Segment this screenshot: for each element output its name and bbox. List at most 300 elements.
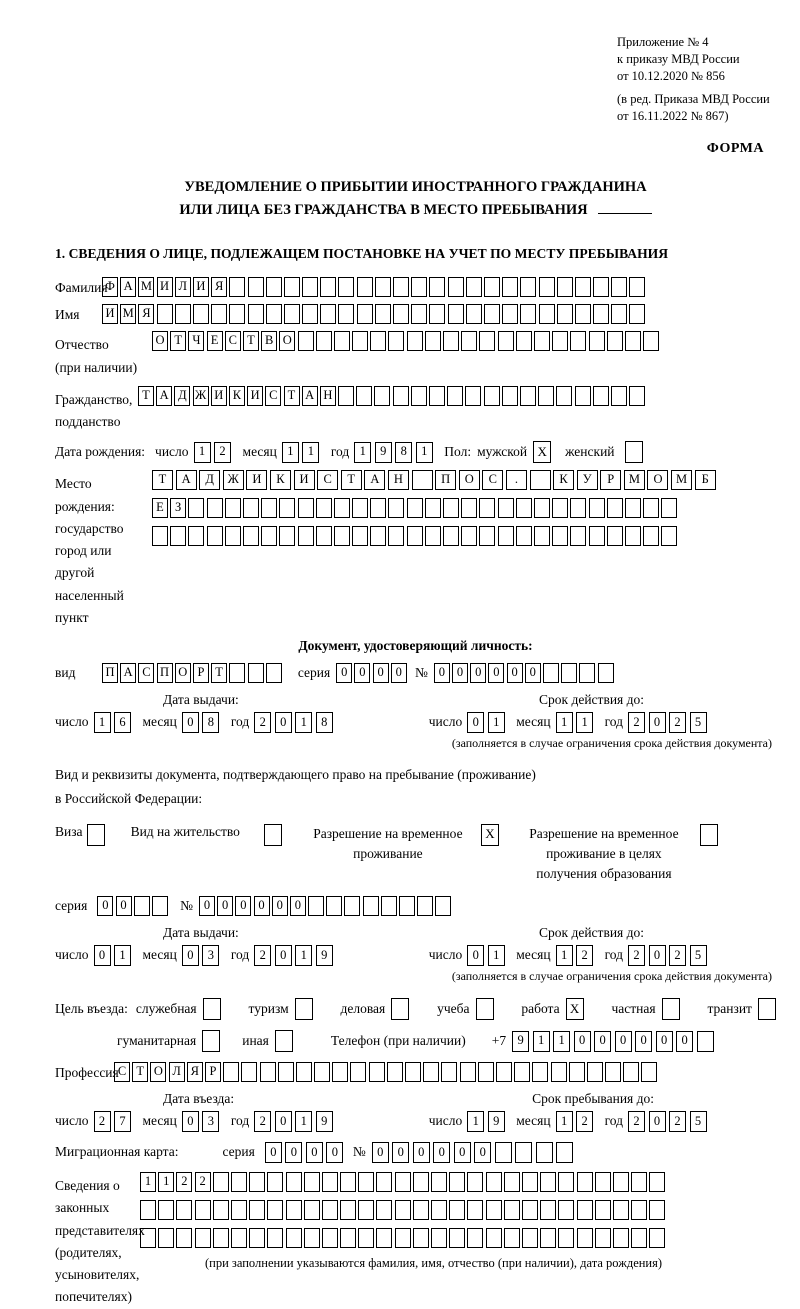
- char-cell[interactable]: [577, 1172, 593, 1192]
- char-cell[interactable]: [502, 386, 518, 406]
- char-cell[interactable]: 5: [690, 1111, 707, 1132]
- char-cell[interactable]: [649, 1228, 665, 1248]
- char-cell[interactable]: [188, 498, 204, 518]
- char-cell[interactable]: [326, 896, 342, 916]
- char-cell[interactable]: 1: [140, 1172, 156, 1192]
- char-cell[interactable]: [170, 526, 186, 546]
- char-cell[interactable]: [388, 331, 404, 351]
- char-cell[interactable]: А: [176, 470, 197, 490]
- char-cell[interactable]: [522, 1172, 538, 1192]
- char-cell[interactable]: 0: [265, 1142, 282, 1163]
- char-cell[interactable]: И: [157, 277, 173, 297]
- char-cell[interactable]: 1: [556, 945, 573, 966]
- char-cell[interactable]: [423, 1062, 439, 1082]
- purpose-other-checkbox[interactable]: [275, 1030, 293, 1052]
- char-cell[interactable]: 1: [295, 1111, 312, 1132]
- char-cell[interactable]: [516, 526, 532, 546]
- char-cell[interactable]: 0: [470, 663, 486, 683]
- char-cell[interactable]: [374, 386, 390, 406]
- char-cell[interactable]: О: [150, 1062, 166, 1082]
- char-cell[interactable]: Я: [138, 304, 154, 324]
- char-cell[interactable]: [641, 1062, 657, 1082]
- char-cell[interactable]: [558, 1172, 574, 1192]
- char-cell[interactable]: И: [102, 304, 118, 324]
- char-cell[interactable]: [558, 1228, 574, 1248]
- char-cell[interactable]: [598, 663, 614, 683]
- char-cell[interactable]: [643, 526, 659, 546]
- char-cell[interactable]: [448, 304, 464, 324]
- char-cell[interactable]: [407, 498, 423, 518]
- char-cell[interactable]: [334, 498, 350, 518]
- char-cell[interactable]: [140, 1228, 156, 1248]
- char-cell[interactable]: [465, 386, 481, 406]
- char-cell[interactable]: 0: [275, 712, 292, 733]
- char-cell[interactable]: [322, 1228, 338, 1248]
- char-cell[interactable]: [207, 498, 223, 518]
- char-cell[interactable]: [413, 1172, 429, 1192]
- char-cell[interactable]: [302, 277, 318, 297]
- char-cell[interactable]: 0: [199, 896, 215, 916]
- char-cell[interactable]: [593, 304, 609, 324]
- char-cell[interactable]: [340, 1172, 356, 1192]
- char-cell[interactable]: [405, 1062, 421, 1082]
- char-cell[interactable]: [589, 526, 605, 546]
- char-cell[interactable]: [279, 526, 295, 546]
- char-cell[interactable]: [241, 1062, 257, 1082]
- char-cell[interactable]: [352, 526, 368, 546]
- char-cell[interactable]: [381, 896, 397, 916]
- char-cell[interactable]: [340, 1200, 356, 1220]
- purpose-study-checkbox[interactable]: [476, 998, 494, 1020]
- char-cell[interactable]: [556, 386, 572, 406]
- char-cell[interactable]: 0: [452, 663, 468, 683]
- char-cell[interactable]: Р: [600, 470, 621, 490]
- char-cell[interactable]: [625, 331, 641, 351]
- char-cell[interactable]: О: [279, 331, 295, 351]
- char-cell[interactable]: [340, 1228, 356, 1248]
- char-cell[interactable]: 0: [254, 896, 270, 916]
- char-cell[interactable]: [393, 304, 409, 324]
- sex-male-checkbox[interactable]: X: [533, 441, 551, 463]
- char-cell[interactable]: 0: [488, 663, 504, 683]
- char-cell[interactable]: [607, 526, 623, 546]
- char-cell[interactable]: [284, 277, 300, 297]
- char-cell[interactable]: [388, 526, 404, 546]
- purpose-transit-checkbox[interactable]: [758, 998, 776, 1020]
- char-cell[interactable]: [298, 526, 314, 546]
- char-cell[interactable]: [369, 1062, 385, 1082]
- char-cell[interactable]: [484, 277, 500, 297]
- char-cell[interactable]: [322, 1200, 338, 1220]
- char-cell[interactable]: 2: [254, 1111, 271, 1132]
- char-cell[interactable]: [552, 331, 568, 351]
- char-cell[interactable]: [643, 498, 659, 518]
- option-visa-checkbox[interactable]: [87, 824, 105, 846]
- char-cell[interactable]: [595, 1172, 611, 1192]
- char-cell[interactable]: [188, 526, 204, 546]
- char-cell[interactable]: [575, 386, 591, 406]
- char-cell[interactable]: И: [246, 470, 267, 490]
- char-cell[interactable]: С: [114, 1062, 130, 1082]
- char-cell[interactable]: 1: [533, 1031, 550, 1052]
- char-cell[interactable]: Л: [175, 277, 191, 297]
- char-cell[interactable]: [570, 526, 586, 546]
- char-cell[interactable]: 0: [392, 1142, 409, 1163]
- char-cell[interactable]: [551, 1062, 567, 1082]
- char-cell[interactable]: [593, 386, 609, 406]
- char-cell[interactable]: 1: [556, 712, 573, 733]
- char-cell[interactable]: [286, 1200, 302, 1220]
- char-cell[interactable]: [320, 277, 336, 297]
- char-cell[interactable]: 1: [295, 945, 312, 966]
- char-cell[interactable]: [449, 1200, 465, 1220]
- char-cell[interactable]: [460, 1062, 476, 1082]
- option-residence-permit-checkbox[interactable]: [264, 824, 282, 846]
- char-cell[interactable]: 2: [669, 945, 686, 966]
- char-cell[interactable]: [176, 1200, 192, 1220]
- char-cell[interactable]: Н: [388, 470, 409, 490]
- char-cell[interactable]: [486, 1228, 502, 1248]
- char-cell[interactable]: [158, 1228, 174, 1248]
- char-cell[interactable]: С: [265, 386, 281, 406]
- char-cell[interactable]: Н: [320, 386, 336, 406]
- char-cell[interactable]: [579, 663, 595, 683]
- char-cell[interactable]: [479, 498, 495, 518]
- char-cell[interactable]: [429, 386, 445, 406]
- char-cell[interactable]: [407, 526, 423, 546]
- char-cell[interactable]: [395, 1228, 411, 1248]
- char-cell[interactable]: [589, 498, 605, 518]
- char-cell[interactable]: [461, 498, 477, 518]
- char-cell[interactable]: [229, 663, 245, 683]
- char-cell[interactable]: 9: [488, 1111, 505, 1132]
- char-cell[interactable]: [486, 1200, 502, 1220]
- char-cell[interactable]: 9: [375, 442, 392, 463]
- char-cell[interactable]: Е: [207, 331, 223, 351]
- char-cell[interactable]: [466, 304, 482, 324]
- char-cell[interactable]: 0: [336, 663, 352, 683]
- char-cell[interactable]: 0: [649, 945, 666, 966]
- char-cell[interactable]: [631, 1228, 647, 1248]
- char-cell[interactable]: [175, 304, 191, 324]
- char-cell[interactable]: 0: [182, 712, 199, 733]
- char-cell[interactable]: [570, 498, 586, 518]
- char-cell[interactable]: [613, 1228, 629, 1248]
- char-cell[interactable]: [376, 1228, 392, 1248]
- char-cell[interactable]: [502, 304, 518, 324]
- char-cell[interactable]: [435, 896, 451, 916]
- char-cell[interactable]: [631, 1200, 647, 1220]
- char-cell[interactable]: [286, 1172, 302, 1192]
- char-cell[interactable]: Р: [205, 1062, 221, 1082]
- char-cell[interactable]: [249, 1228, 265, 1248]
- char-cell[interactable]: [611, 277, 627, 297]
- char-cell[interactable]: А: [364, 470, 385, 490]
- char-cell[interactable]: [195, 1200, 211, 1220]
- char-cell[interactable]: [461, 331, 477, 351]
- char-cell[interactable]: Т: [243, 331, 259, 351]
- char-cell[interactable]: [393, 386, 409, 406]
- char-cell[interactable]: О: [175, 663, 191, 683]
- char-cell[interactable]: [375, 277, 391, 297]
- purpose-commercial-checkbox[interactable]: [391, 998, 409, 1020]
- char-cell[interactable]: [577, 1200, 593, 1220]
- char-cell[interactable]: [176, 1228, 192, 1248]
- char-cell[interactable]: 2: [628, 945, 645, 966]
- char-cell[interactable]: 0: [290, 896, 306, 916]
- char-cell[interactable]: [248, 663, 264, 683]
- char-cell[interactable]: [267, 1228, 283, 1248]
- char-cell[interactable]: [649, 1172, 665, 1192]
- char-cell[interactable]: 0: [116, 896, 132, 916]
- char-cell[interactable]: 1: [576, 712, 593, 733]
- char-cell[interactable]: [425, 498, 441, 518]
- char-cell[interactable]: И: [294, 470, 315, 490]
- char-cell[interactable]: [370, 526, 386, 546]
- char-cell[interactable]: [249, 1200, 265, 1220]
- char-cell[interactable]: [314, 1062, 330, 1082]
- char-cell[interactable]: В: [261, 331, 277, 351]
- char-cell[interactable]: О: [152, 331, 168, 351]
- char-cell[interactable]: [502, 277, 518, 297]
- char-cell[interactable]: [157, 304, 173, 324]
- char-cell[interactable]: Д: [199, 470, 220, 490]
- char-cell[interactable]: [320, 304, 336, 324]
- char-cell[interactable]: 0: [507, 663, 523, 683]
- char-cell[interactable]: О: [459, 470, 480, 490]
- char-cell[interactable]: 1: [114, 945, 131, 966]
- char-cell[interactable]: 0: [326, 1142, 343, 1163]
- char-cell[interactable]: [498, 498, 514, 518]
- char-cell[interactable]: 1: [354, 442, 371, 463]
- char-cell[interactable]: 2: [576, 945, 593, 966]
- char-cell[interactable]: [413, 1228, 429, 1248]
- char-cell[interactable]: [607, 331, 623, 351]
- char-cell[interactable]: [298, 498, 314, 518]
- char-cell[interactable]: 9: [512, 1031, 529, 1052]
- char-cell[interactable]: [516, 498, 532, 518]
- char-cell[interactable]: С: [138, 663, 154, 683]
- char-cell[interactable]: [304, 1200, 320, 1220]
- char-cell[interactable]: [211, 304, 227, 324]
- char-cell[interactable]: [207, 526, 223, 546]
- char-cell[interactable]: [467, 1228, 483, 1248]
- char-cell[interactable]: [539, 304, 555, 324]
- char-cell[interactable]: [498, 526, 514, 546]
- char-cell[interactable]: [411, 304, 427, 324]
- char-cell[interactable]: [587, 1062, 603, 1082]
- char-cell[interactable]: [443, 498, 459, 518]
- char-cell[interactable]: Т: [170, 331, 186, 351]
- char-cell[interactable]: [376, 1172, 392, 1192]
- char-cell[interactable]: 1: [194, 442, 211, 463]
- char-cell[interactable]: [575, 277, 591, 297]
- char-cell[interactable]: 1: [158, 1172, 174, 1192]
- char-cell[interactable]: 2: [628, 712, 645, 733]
- char-cell[interactable]: 0: [272, 896, 288, 916]
- char-cell[interactable]: [561, 663, 577, 683]
- char-cell[interactable]: [536, 1142, 553, 1163]
- char-cell[interactable]: [575, 304, 591, 324]
- char-cell[interactable]: [429, 277, 445, 297]
- char-cell[interactable]: [411, 277, 427, 297]
- char-cell[interactable]: [449, 1172, 465, 1192]
- char-cell[interactable]: [538, 386, 554, 406]
- char-cell[interactable]: [595, 1200, 611, 1220]
- char-cell[interactable]: [643, 331, 659, 351]
- purpose-business-checkbox[interactable]: [203, 998, 221, 1020]
- char-cell[interactable]: 0: [594, 1031, 611, 1052]
- char-cell[interactable]: 1: [556, 1111, 573, 1132]
- char-cell[interactable]: [350, 1062, 366, 1082]
- char-cell[interactable]: [376, 1200, 392, 1220]
- char-cell[interactable]: Ч: [188, 331, 204, 351]
- char-cell[interactable]: [225, 526, 241, 546]
- char-cell[interactable]: [279, 498, 295, 518]
- char-cell[interactable]: [298, 331, 314, 351]
- char-cell[interactable]: 3: [202, 1111, 219, 1132]
- char-cell[interactable]: .: [506, 470, 527, 490]
- char-cell[interactable]: [661, 498, 677, 518]
- char-cell[interactable]: [484, 386, 500, 406]
- char-cell[interactable]: [534, 498, 550, 518]
- char-cell[interactable]: [296, 1062, 312, 1082]
- char-cell[interactable]: [304, 1172, 320, 1192]
- char-cell[interactable]: [431, 1200, 447, 1220]
- char-cell[interactable]: [558, 1200, 574, 1220]
- char-cell[interactable]: [504, 1200, 520, 1220]
- char-cell[interactable]: 2: [669, 712, 686, 733]
- char-cell[interactable]: Т: [132, 1062, 148, 1082]
- char-cell[interactable]: М: [120, 304, 136, 324]
- char-cell[interactable]: [539, 277, 555, 297]
- char-cell[interactable]: [425, 526, 441, 546]
- char-cell[interactable]: [589, 331, 605, 351]
- char-cell[interactable]: [243, 498, 259, 518]
- char-cell[interactable]: 1: [467, 1111, 484, 1132]
- char-cell[interactable]: 0: [373, 663, 389, 683]
- char-cell[interactable]: К: [270, 470, 291, 490]
- char-cell[interactable]: 1: [295, 712, 312, 733]
- char-cell[interactable]: 0: [635, 1031, 652, 1052]
- char-cell[interactable]: [522, 1200, 538, 1220]
- char-cell[interactable]: [356, 386, 372, 406]
- char-cell[interactable]: [520, 386, 536, 406]
- char-cell[interactable]: 0: [649, 1111, 666, 1132]
- char-cell[interactable]: 9: [316, 945, 333, 966]
- char-cell[interactable]: У: [577, 470, 598, 490]
- char-cell[interactable]: 8: [316, 712, 333, 733]
- char-cell[interactable]: [613, 1172, 629, 1192]
- char-cell[interactable]: [195, 1228, 211, 1248]
- char-cell[interactable]: [613, 1200, 629, 1220]
- purpose-humanitarian-checkbox[interactable]: [202, 1030, 220, 1052]
- char-cell[interactable]: [443, 526, 459, 546]
- sex-female-checkbox[interactable]: [625, 441, 643, 463]
- char-cell[interactable]: [570, 331, 586, 351]
- char-cell[interactable]: [267, 1200, 283, 1220]
- char-cell[interactable]: [243, 526, 259, 546]
- char-cell[interactable]: [448, 277, 464, 297]
- char-cell[interactable]: [540, 1200, 556, 1220]
- char-cell[interactable]: П: [435, 470, 456, 490]
- char-cell[interactable]: 1: [416, 442, 433, 463]
- char-cell[interactable]: [611, 304, 627, 324]
- char-cell[interactable]: [540, 1172, 556, 1192]
- char-cell[interactable]: Т: [211, 663, 227, 683]
- char-cell[interactable]: О: [647, 470, 668, 490]
- char-cell[interactable]: Я: [187, 1062, 203, 1082]
- char-cell[interactable]: [308, 896, 324, 916]
- char-cell[interactable]: М: [624, 470, 645, 490]
- char-cell[interactable]: [478, 1062, 494, 1082]
- char-cell[interactable]: Я: [211, 277, 227, 297]
- char-cell[interactable]: [249, 1172, 265, 1192]
- char-cell[interactable]: К: [553, 470, 574, 490]
- char-cell[interactable]: [352, 498, 368, 518]
- option-temp-residence-checkbox[interactable]: X: [481, 824, 499, 846]
- char-cell[interactable]: Е: [152, 498, 168, 518]
- char-cell[interactable]: [629, 386, 645, 406]
- char-cell[interactable]: [334, 526, 350, 546]
- char-cell[interactable]: 2: [176, 1172, 192, 1192]
- char-cell[interactable]: 0: [474, 1142, 491, 1163]
- char-cell[interactable]: [605, 1062, 621, 1082]
- char-cell[interactable]: 0: [454, 1142, 471, 1163]
- char-cell[interactable]: Т: [138, 386, 154, 406]
- char-cell[interactable]: 0: [656, 1031, 673, 1052]
- char-cell[interactable]: И: [193, 277, 209, 297]
- purpose-tourism-checkbox[interactable]: [295, 998, 313, 1020]
- char-cell[interactable]: [213, 1228, 229, 1248]
- char-cell[interactable]: [411, 386, 427, 406]
- char-cell[interactable]: А: [120, 663, 136, 683]
- char-cell[interactable]: [484, 304, 500, 324]
- char-cell[interactable]: 5: [690, 712, 707, 733]
- char-cell[interactable]: [231, 1172, 247, 1192]
- char-cell[interactable]: [231, 1200, 247, 1220]
- char-cell[interactable]: [577, 1228, 593, 1248]
- char-cell[interactable]: 2: [254, 712, 271, 733]
- char-cell[interactable]: [625, 498, 641, 518]
- char-cell[interactable]: [278, 1062, 294, 1082]
- char-cell[interactable]: [375, 304, 391, 324]
- char-cell[interactable]: [352, 331, 368, 351]
- char-cell[interactable]: Ф: [102, 277, 118, 297]
- char-cell[interactable]: [393, 277, 409, 297]
- char-cell[interactable]: [152, 896, 168, 916]
- char-cell[interactable]: [338, 304, 354, 324]
- char-cell[interactable]: И: [211, 386, 227, 406]
- char-cell[interactable]: [229, 304, 245, 324]
- char-cell[interactable]: [304, 1228, 320, 1248]
- char-cell[interactable]: [467, 1172, 483, 1192]
- char-cell[interactable]: 0: [413, 1142, 430, 1163]
- char-cell[interactable]: 0: [306, 1142, 323, 1163]
- char-cell[interactable]: [629, 304, 645, 324]
- char-cell[interactable]: [623, 1062, 639, 1082]
- char-cell[interactable]: [443, 331, 459, 351]
- char-cell[interactable]: [631, 1172, 647, 1192]
- char-cell[interactable]: 2: [254, 945, 271, 966]
- char-cell[interactable]: 0: [574, 1031, 591, 1052]
- char-cell[interactable]: 0: [275, 945, 292, 966]
- char-cell[interactable]: 0: [467, 712, 484, 733]
- char-cell[interactable]: 1: [488, 945, 505, 966]
- char-cell[interactable]: [223, 1062, 239, 1082]
- char-cell[interactable]: [697, 1031, 714, 1052]
- char-cell[interactable]: 0: [285, 1142, 302, 1163]
